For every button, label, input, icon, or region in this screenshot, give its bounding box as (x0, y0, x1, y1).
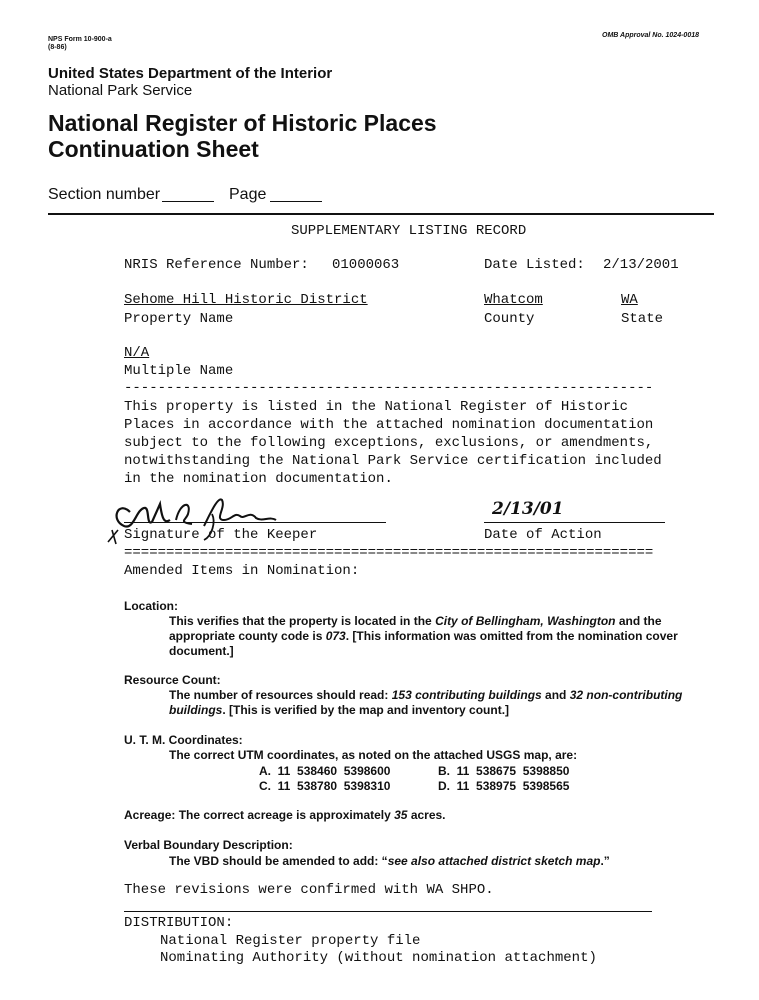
location-line-1: This verifies that the property is located in the City of Bellingham, Washington and the (169, 614, 662, 628)
multiple-name: N/A (124, 345, 150, 361)
statement-line: subject to the following exceptions, exclusions, or amendments, (124, 435, 654, 451)
resource-count-label: Resource Count: (124, 673, 221, 687)
distribution-label: DISTRIBUTION: (124, 915, 234, 931)
nris-value: 01000063 (332, 257, 400, 273)
confirmation-text: These revisions were confirmed with WA SHPO. (124, 882, 494, 898)
resource-count-line-2: buildings. [This is verified by the map and inventory count.] (169, 703, 510, 717)
vbd-line: The VBD should be amended to add: “see also attached district sketch map.” (169, 854, 610, 868)
form-number: NPS Form 10-900-a (48, 36, 112, 43)
date-of-action-line (484, 522, 665, 523)
signature-label: Signature of the Keeper (124, 527, 318, 543)
amended-heading: Amended Items in Nomination: (124, 563, 360, 579)
section-number-label: Section number (48, 186, 161, 203)
statement-line: This property is listed in the National Register of Historic (124, 399, 629, 415)
multiple-name-label: Multiple Name (124, 363, 234, 379)
utm-intro: The correct UTM coordinates, as noted on the attached USGS map, are: (169, 748, 578, 762)
county-name: Whatcom (484, 292, 543, 308)
date-of-action-handwritten: 2/13/01 (492, 499, 564, 519)
location-label: Location: (124, 599, 178, 613)
nris-label: NRIS Reference Number: (124, 257, 309, 273)
statement-line: notwithstanding the National Park Service certification included (124, 453, 662, 469)
county-label: County (484, 311, 535, 327)
equals-rule: =============================================================== (124, 545, 654, 561)
signature-line (124, 522, 386, 523)
state-label: State (621, 311, 664, 327)
utm-point-a: A. 11 538460 5398600 (259, 764, 391, 778)
page-subtitle: Continuation Sheet (48, 136, 259, 162)
utm-point-b: B. 11 538675 5398850 (438, 764, 570, 778)
dash-rule: --------------------------------------------------------------- (124, 380, 654, 396)
header-rule (48, 213, 714, 215)
resource-count-line-1: The number of resources should read: 153 contributing buildings and 32 non-contributing (169, 688, 683, 702)
vbd-label: Verbal Boundary Description: (124, 838, 293, 852)
property-name: Sehome Hill Historic District (124, 292, 368, 308)
service-name: National Park Service (48, 82, 193, 99)
distribution-item: National Register property file (160, 933, 421, 949)
distribution-rule (124, 911, 652, 912)
form-date: (8-86) (48, 44, 67, 51)
department-name: United States Department of the Interior (48, 65, 333, 82)
statement-line: Places in accordance with the attached nomination documentation (124, 417, 654, 433)
acreage-line: Acreage: The correct acreage is approximately 35 acres. (124, 808, 446, 822)
date-of-action-label: Date of Action (484, 527, 602, 543)
omb-approval: OMB Approval No. 1024-0018 (602, 32, 699, 39)
utm-point-d: D. 11 538975 5398565 (438, 779, 570, 793)
page-blank (270, 201, 322, 202)
utm-label: U. T. M. Coordinates: (124, 733, 243, 747)
statement-line: in the nomination documentation. (124, 471, 393, 487)
page-title: National Register of Historic Places (48, 110, 437, 136)
record-heading: SUPPLEMENTARY LISTING RECORD (291, 223, 527, 239)
section-number-blank (162, 201, 214, 202)
state-name: WA (621, 292, 638, 308)
property-name-label: Property Name (124, 311, 234, 327)
date-listed-label: Date Listed: (484, 257, 585, 273)
distribution-item: Nominating Authority (without nomination attachment) (160, 950, 597, 966)
location-line-2: appropriate county code is 073. [This information was omitted from the nomination cover (169, 629, 678, 643)
location-line-3: document.] (169, 644, 234, 658)
utm-point-c: C. 11 538780 5398310 (259, 779, 391, 793)
date-listed-value: 2/13/2001 (603, 257, 679, 273)
page-label: Page (229, 186, 267, 203)
